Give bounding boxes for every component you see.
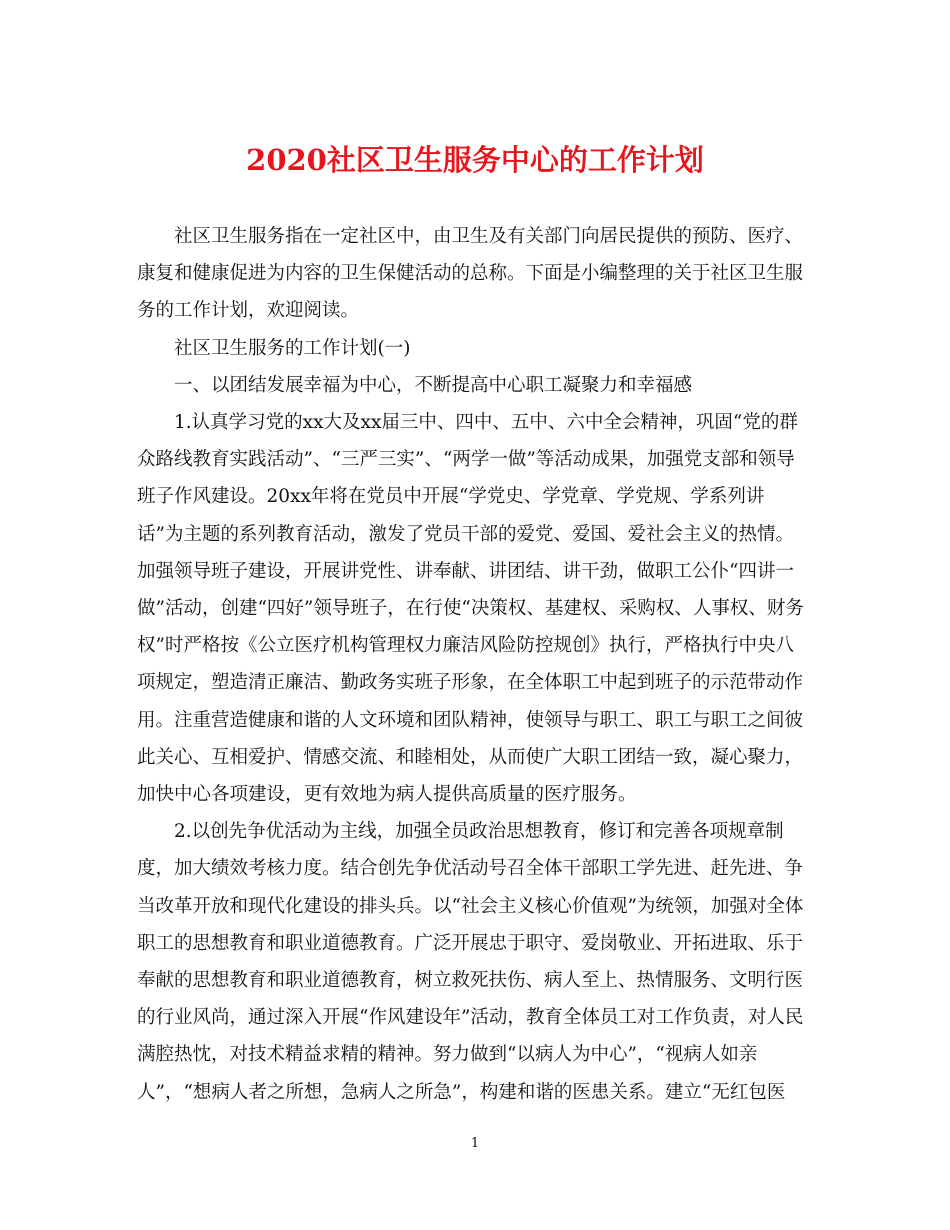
document-body	[137, 218, 807, 1111]
page-number: 1	[470, 1136, 480, 1151]
subsection-heading: 一、以团结发展幸福为中心，不断提高中心职工凝聚力和幸福感	[174, 374, 693, 396]
document-title: 2020社区卫生服务中心的工作计划	[246, 143, 704, 177]
section-heading: 社区卫生服务的工作计划(一)	[174, 337, 411, 359]
item-1-paragraph: 1.认真学习党的xx大及xx届三中、四中、五中、六中全会精神，巩固“党的群众路线教育实践活动”、“三严三实”、“两学一做”等活动成果，加强党支部和领导班子作风建设。20xx年将在党员中开展“学党史、学党章、学党规、学系列讲话”为主题的系列教育活动，激发了党员干部的爱党、爱国、爱社会主义的热情。加强领导班子建设，开展讲党性、讲奉献、讲团结、讲干劲，做职工公仆“四讲一做”活动，创建“四好”领导班子，在行使“决策权、基建权、采购权、人事权、财务权”时严格按《公立医疗机构管理权力廉洁风险防控规创》执行，严格执行中央八项规定，塑造清正廉洁、勤政务实班子形象，在全体职工中起到班子的示范带动作用。注重营造健康和谐的人文环境和团队精神，使领导与职工、职工与职工之间彼此关心、互相爱护、情感交流、和睦相处，从而使广大职工团结一致，凝心聚力，加快中心各项建设，更有效地为病人提供高质量的医疗服务。	[137, 412, 804, 806]
intro-paragraph: 社区卫生服务指在一定社区中，由卫生及有关部门向居民提供的预防、医疗、康复和健康促进为内容的卫生保健活动的总称。下面是小编整理的关于社区卫生服务的工作计划，欢迎阅读。	[137, 226, 804, 322]
item-2-paragraph: 2.以创先争优活动为主线，加强全员政治思想教育，修订和完善各项规章制度，加大绩效考核力度。结合创先争优活动号召全体干部职工学先进、赶先进、争当改革开放和现代化建设的排头兵。以“社会主义核心价值观”为统领，加强对全体职工的思想教育和职业道德教育。广泛开展忠于职守、爱岗敬业、开拓进取、乐于奉献的思想教育和职业道德教育，树立救死扶伤、病人至上、热情服务、文明行医的行业风尚，通过深入开展“作风建设年”活动，教育全体员工对工作负责，对人民满腔热忱，对技术精益求精的精神。努力做到“以病人为中心”，“视病人如亲人”，“想病人者之所想，急病人之所急”，构建和谐的医患关系。建立“无红包医	[137, 821, 804, 1103]
